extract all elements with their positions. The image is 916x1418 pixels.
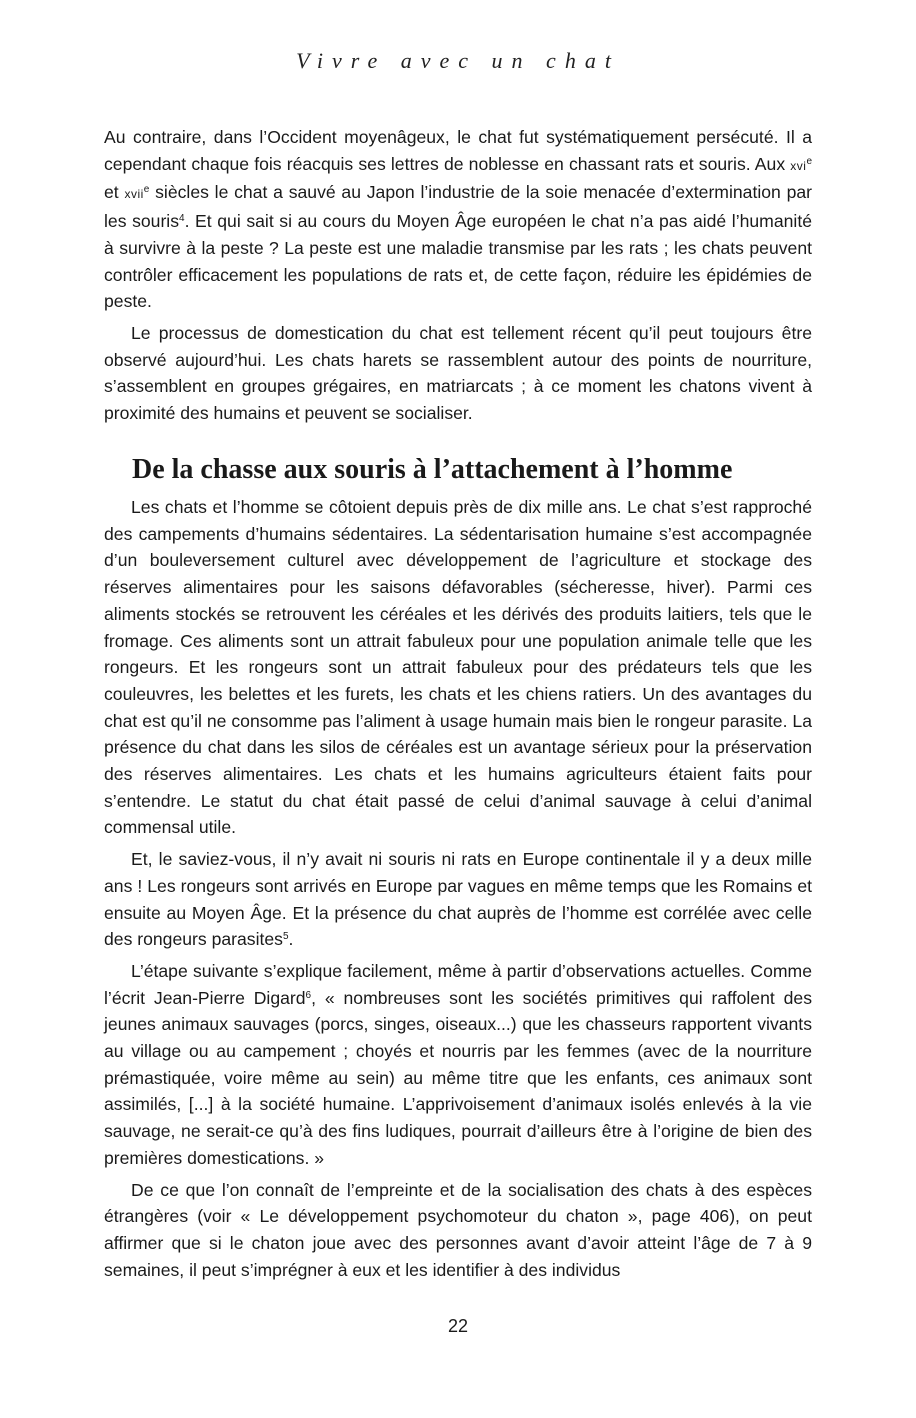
superscript: e	[806, 155, 812, 167]
section-heading: De la chasse aux souris à l’attachement à l’homme	[132, 454, 733, 485]
paragraph-4: Et, le saviez-vous, il n’y avait ni souris ni rats en Europe continentale il y a deux mille ans ! Les rongeurs sont arrivés en Europe par vagues en même temps que les Romains et ensuite au Moyen Âge. Et la présence du chat auprès de l’homme est corrélée avec celle des rongeurs parasites$^5$.	[104, 849, 812, 950]
footnote-ref-4: 4	[179, 213, 185, 225]
paragraph-2: Le processus de domestication du chat est tellement récent qu’il peut toujours être observé aujourd’hui. Les chats harets se rassemblent autour des points de nourriture, s’assemblent en groupes grégaires, en matriarcats ; à ce moment les chatons vivent à proximité des humains et peuvent se socialiser.	[104, 322, 812, 424]
running-head: Vivre avec un chat	[296, 48, 620, 73]
paragraph-6: De ce que l’on connaît de l’empreinte et de la socialisation des chats à des espèces étrangères (voir « Le développement psychomoteur du chaton », page 406), on peut affirmer que si le chaton joue avec des personnes avant d’avoir atteint l’âge de 7 à 9 semaines, il peut s’imprégner à eux et les identifier à des individus	[104, 1179, 812, 1280]
paragraph-1: Au contraire, dans l’Occident moyenâgeux, le chat fut systématiquement persécuté. Il a cependant chaque fois réacquis ses lettres de noblesse en chassant rats et souris. Aux xvi$^e$ et xvii$^e$ siècles le chat a sauvé au Japon l’industrie de la soie menacée d’extermination par les souris$^4$. Et qui sait si au cours du Moyen Âge européen le chat n’a pas aidé l’humanité à survivre à la peste ? La peste est une maladie transmise par les rats ; les chats peuvent contrôler efficacement les populations de rats et, de cette façon, réduire les épidémies de peste.	[104, 127, 813, 312]
text-block-section	[104, 494, 812, 1288]
paragraph-5: L’étape suivante s’explique facilement, même à partir d’observations actuelles. Comme l’écrit Jean-Pierre Digard$^6$, « nombreuses sont les sociétés primitives qui raffolent des jeunes animaux sauvages (porcs, singes, oiseaux...) que les chasseurs rapportent vivants au village ou au campement ; choyés et nourris par les femmes (avec de la nourriture prémastiquée, voire même au sein) au même titre que les enfants, ces animaux sont assimilés, [...] à la société humaine. L’apprivoisement d’animaux isolés enlevés à la vie sauvage, ne serait-ce qu’à des fins ludiques, pourrait d’ailleurs être à l’origine de bien des premières domestications. »	[104, 960, 812, 1168]
superscript: e	[143, 184, 150, 196]
text-block-top	[104, 124, 812, 432]
footnote-ref-5: 5	[282, 931, 289, 943]
footnote-ref-6: 6	[305, 989, 312, 1001]
roman-numeral-16: xvi	[790, 158, 807, 173]
page-number: 22	[447, 1316, 469, 1336]
roman-numeral-17: xvii	[124, 187, 144, 202]
paragraph-3: Les chats et l’homme se côtoient depuis près de dix mille ans. Le chat s’est rapproché des campements d’humains sédentaires. La sédentarisation humaine s’est accompagnée d’un bouleversement culturel avec développement de l’agriculture et stockage des réserves alimentaires pour les saisons défavorables (sécheresse, hiver). Parmi ces aliments stockés se retrouvent les céréales et les dérivés des produits laitiers, tels que le fromage. Ces aliments sont un attrait fabuleux pour une population animale telle que les rongeurs. Et les rongeurs sont un attrait fabuleux pour des prédateurs tels que les couleuvres, les belettes et les furets, les chats et les chiens ratiers. Un des avantages du chat est qu’il ne consomme pas l’aliment à usage humain mais bien le rongeur parasite. La présence du chat dans les silos de céréales est un avantage sérieux pour la préservation des réserves alimentaires. Les chats et les humains agriculteurs étaient faits pour s’entendre. Le statut du chat était passé de celui d’animal sauvage à celui d’animal commensal utile.	[104, 497, 812, 838]
